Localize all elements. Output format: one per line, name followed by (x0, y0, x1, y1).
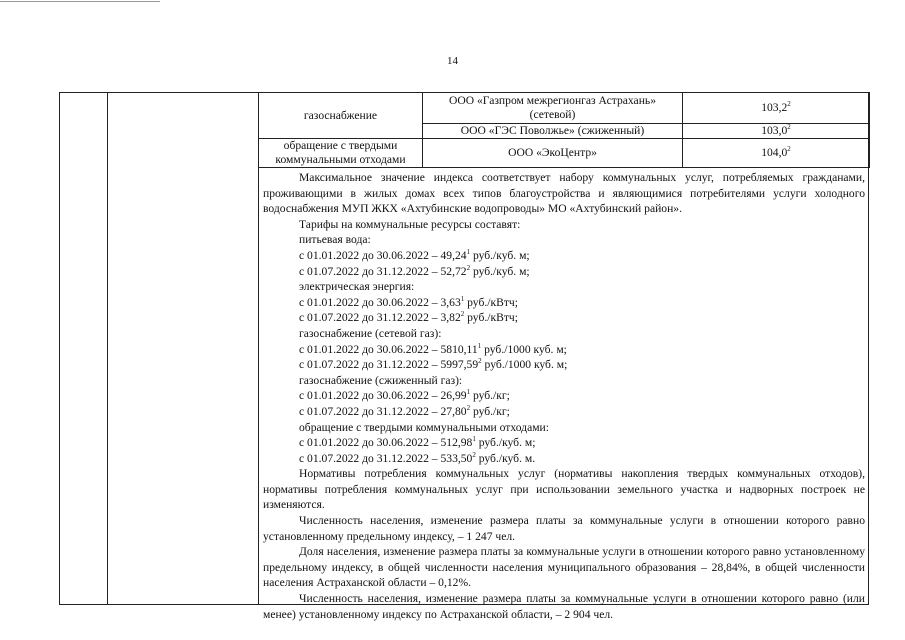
paragraph: Численность населения, изменение размера платы за коммунальные услуги в отношении которого равно (или менее) установленному индексу по Астраханской области, – 2 904 чел. (263, 592, 865, 621)
tariff-heading: газоснабжение (сетевой газ): (299, 326, 442, 340)
provider-cell: ООО «Газпром межрегионгаз Астрахань» (сетевой) (423, 93, 683, 124)
tariff-line: с 01.07.2022 до 31.12.2022 – 27,80$^2$ руб./кг; (299, 403, 510, 418)
provider-cell: ООО «ЭкоЦентр» (423, 139, 683, 168)
tariff-line: с 01.01.2022 до 30.06.2022 – 512,98$^1$ руб./куб. м; (299, 435, 536, 450)
table-row (259, 139, 870, 168)
paragraph: Максимальное значение индекса соответствует набору коммунальных услуг, потребляемых гражданами, проживающими в жилых домах всех типов благоустройства и являющимися потребителями услуги холодного водоснабжения МУП ЖКХ «Ахтубинские водопроводы» МО «Ахтубинский район». (263, 171, 865, 216)
index-value: 103,0 (761, 124, 788, 137)
column-divider (107, 93, 108, 604)
footnote-mark: 2 (787, 100, 791, 108)
service-cell: газоснабжение (259, 93, 423, 139)
scan-artifact-line (0, 1, 160, 2)
service-cell: обращение с твердыми коммунальными отходами (259, 139, 423, 168)
index-cell (683, 124, 870, 139)
paragraph: Доля населения, изменение размера платы за коммунальные услуги в отношении которого равно установленному предельному индексу, в общей численности населения муниципального образования – 28,84%, в общей численности населения Астраханской области – 0,12%. (263, 545, 865, 590)
index-value: 104,0 (761, 146, 788, 159)
footnote-mark: 2 (787, 123, 791, 131)
index-cell (683, 93, 870, 124)
tariff-line: с 01.01.2022 до 30.06.2022 – 49,24$^1$ руб./куб. м; (299, 247, 530, 262)
tariff-line: с 01.07.2022 до 31.12.2022 – 533,50$^2$ руб./куб. м. (299, 450, 536, 465)
tariff-line: с 01.07.2022 до 31.12.2022 – 52,72$^2$ руб./куб. м; (299, 263, 530, 278)
tariff-heading: газоснабжение (сжиженный газ): (299, 373, 463, 387)
tariff-line: с 01.07.2022 до 31.12.2022 – 5997,59$^2$ руб./1000 куб. м; (299, 357, 568, 372)
tariff-line: с 01.01.2022 до 30.06.2022 – 5810,11$^1$ руб./1000 куб. м; (299, 341, 567, 356)
page-number: 14 (447, 55, 458, 67)
index-value: 103,2 (761, 101, 788, 114)
tariff-heading: электрическая энергия: (299, 280, 415, 294)
tariff-line: с 01.01.2022 до 30.06.2022 – 3,63$^1$ руб./кВтч; (299, 294, 518, 309)
table-row (259, 93, 870, 124)
tariff-heading: обращение с твердыми коммунальными отходами: (299, 420, 549, 434)
paragraph: Нормативы потребления коммунальных услуг (нормативы накопления твердых коммунальных отходов), нормативы потребления коммунальных услуг при использовании земельного участка и надворных построек не изменяются. (263, 467, 865, 512)
paragraph: Тарифы на коммунальные ресурсы составят: (299, 217, 521, 231)
footnote-mark: 2 (787, 145, 791, 153)
tariff-index-table (258, 92, 870, 168)
paragraph: Численность населения, изменение размера платы за коммунальные услуги в отношении которого равно установленному предельному индексу, – 1 247 чел. (263, 514, 865, 543)
tariff-line: с 01.07.2022 до 31.12.2022 – 3,82$^2$ руб./кВтч; (299, 310, 518, 325)
provider-cell: ООО «ГЭС Поволжье» (сжиженный) (423, 124, 683, 139)
tariff-heading: питьевая вода: (299, 233, 371, 247)
document-body (263, 170, 865, 622)
column-divider (258, 93, 259, 604)
tariff-line: с 01.01.2022 до 30.06.2022 – 26,99$^1$ руб./кг; (299, 388, 510, 403)
index-cell (683, 139, 870, 168)
